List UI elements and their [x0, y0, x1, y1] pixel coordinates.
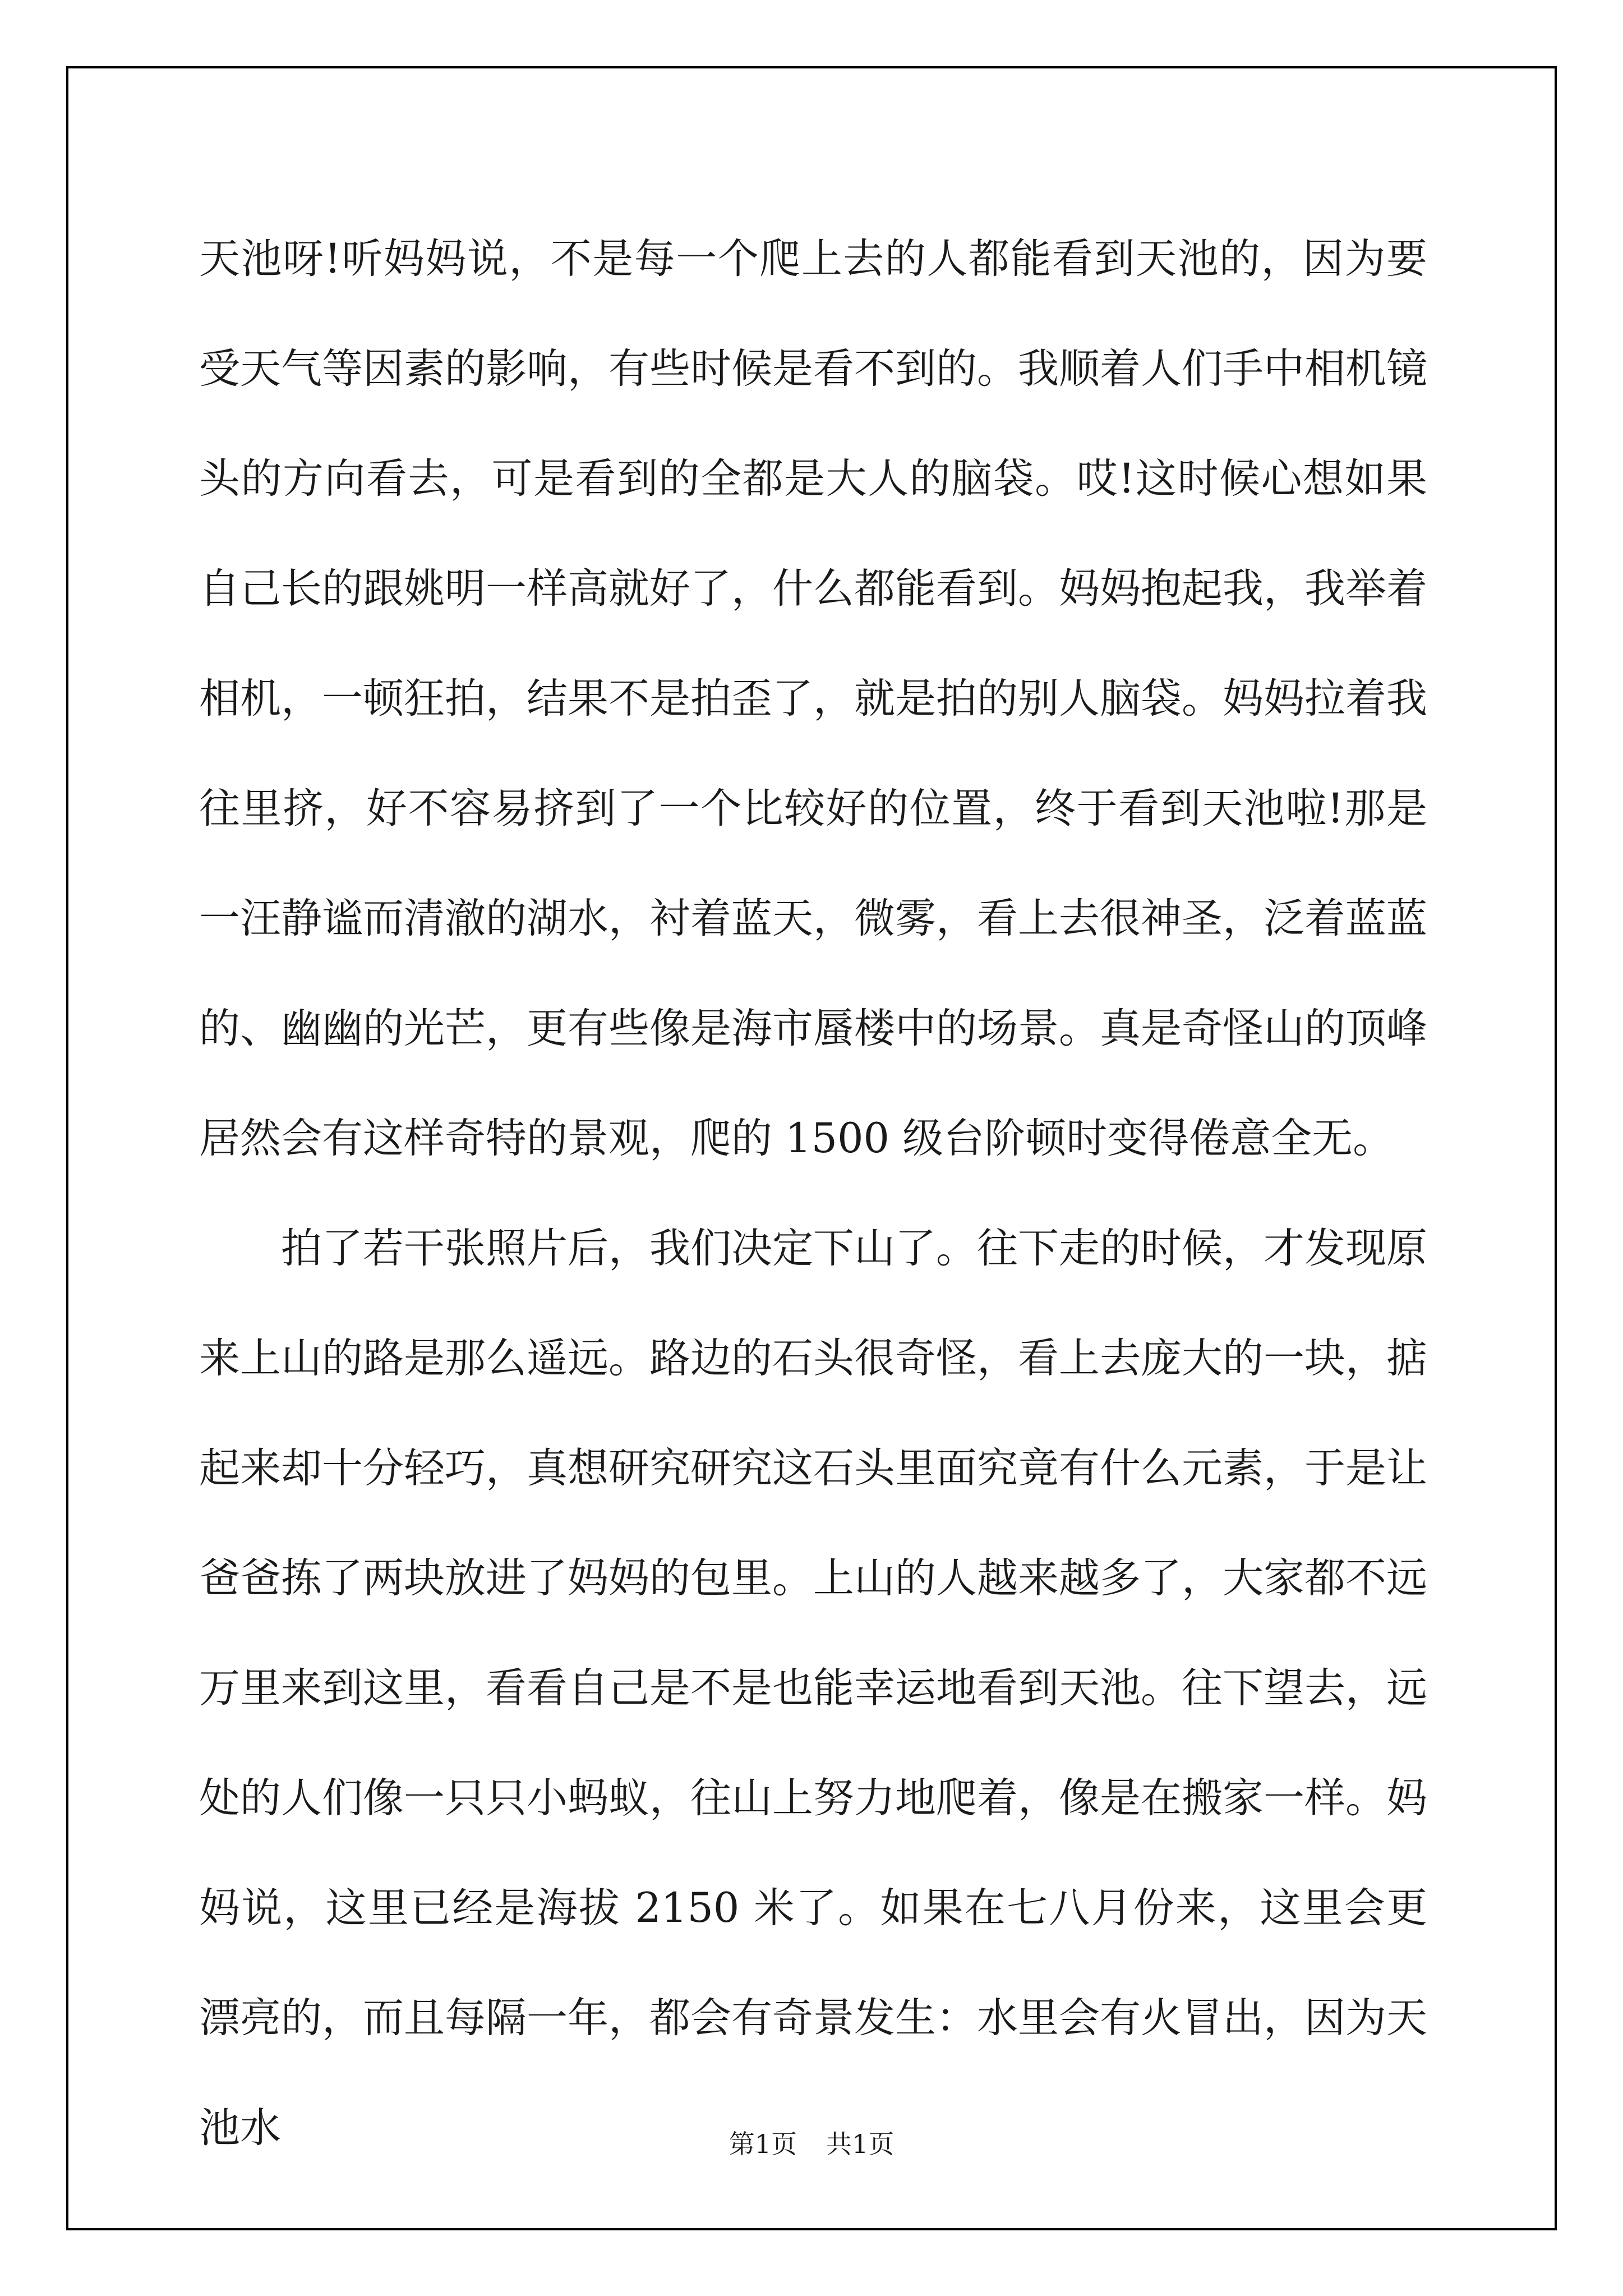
document-body [199, 204, 1427, 2183]
paragraph-2: 拍了若干张照片后，我们决定下山了。往下走的时候，才发现原来上山的路是那么遥远。路边的石头很奇怪，看上去庞大的一块，掂起来却十分轻巧，真想研究研究这石头里面究竟有什么元素，于是让爸爸拣了两块放进了妈妈的包里。上山的人越来越多了，大家都不远万里来到这里，看看自己是不是也能幸运地看到天池。往下望去，远处的人们像一只只小蚂蚁，往山上努力地爬着，像是在搬家一样。妈妈说，这里已经是海拔 2150 米了。如果在七八月份来，这里会更漂亮的，而且每隔一年，都会有奇景发生：水里会有火冒出，因为天池水 [199, 1225, 1427, 2152]
paragraph-1: 天池呀!听妈妈说，不是每一个爬上去的人都能看到天池的，因为要受天气等因素的影响，有些时候是看不到的。我顺着人们手中相机镜头的方向看去，可是看到的全都是大人的脑袋。哎!这时候心想如果自己长的跟姚明一样高就好了，什么都能看到。妈妈抱起我，我举着相机，一顿狂拍，结果不是拍歪了，就是拍的别人脑袋。妈妈拉着我往里挤，好不容易挤到了一个比较好的位置，终于看到天池啦!那是一汪静谧而清澈的湖水，衬着蓝天，微雾，看上去很神圣，泛着蓝蓝的、幽幽的光芒，更有些像是海市蜃楼中的场景。真是奇怪山的顶峰居然会有这样奇特的景观，爬的 1500 级台阶顿时变得倦意全无。 [199, 235, 1427, 1162]
page-total: 共1页 [826, 2129, 895, 2159]
page-footer [0, 2127, 1623, 2161]
page-number: 第1页 [728, 2129, 797, 2159]
